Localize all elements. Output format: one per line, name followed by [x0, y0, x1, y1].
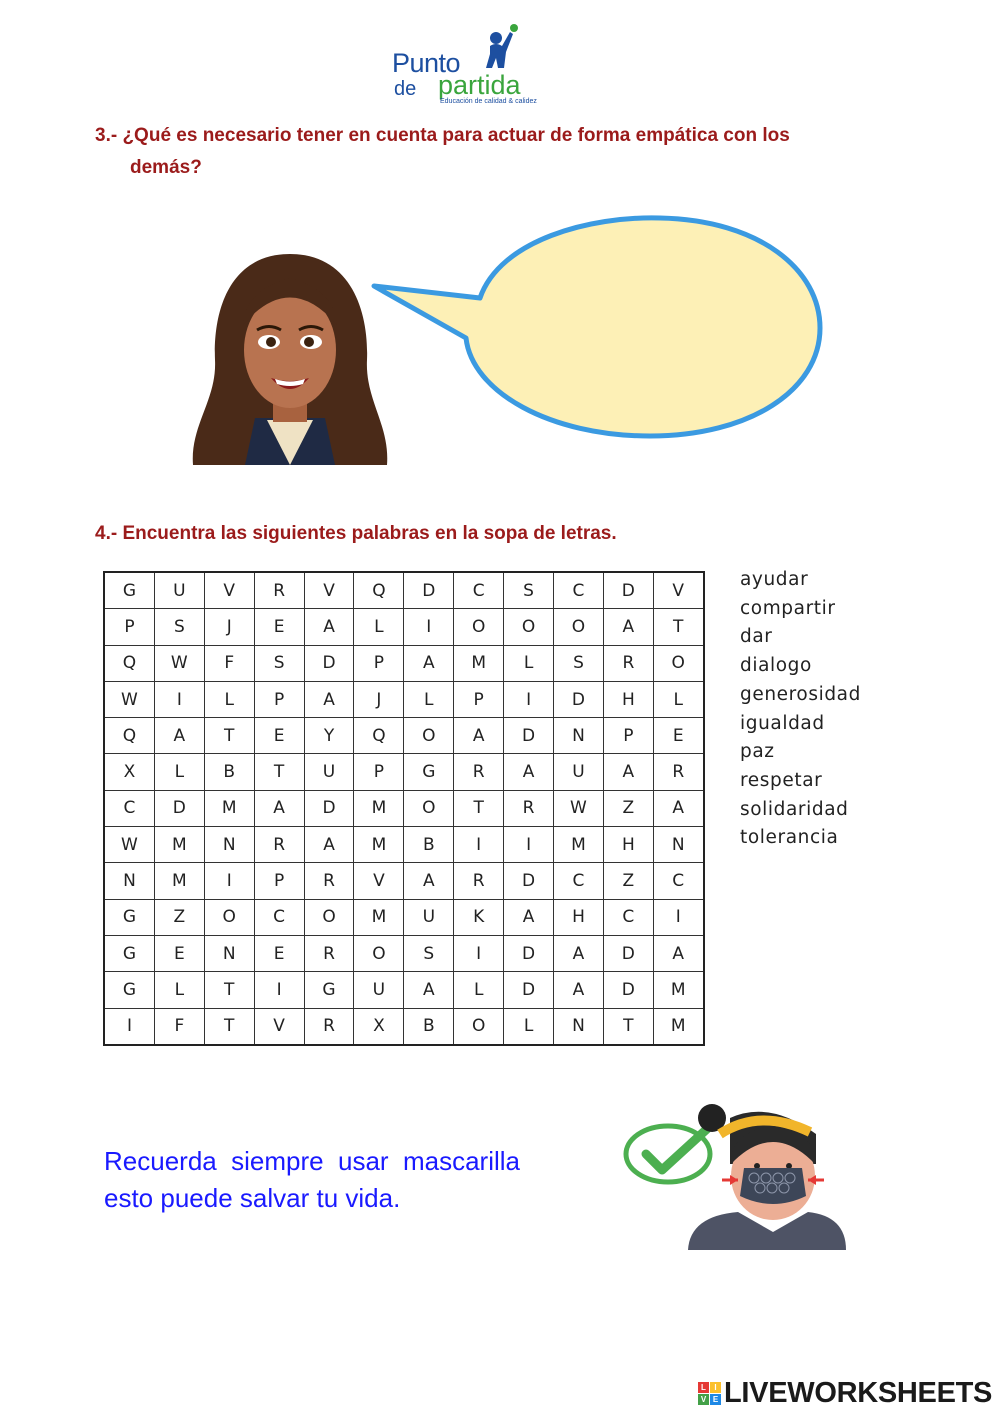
- grid-cell[interactable]: P: [454, 681, 504, 717]
- grid-cell[interactable]: C: [454, 572, 504, 609]
- grid-cell[interactable]: M: [454, 645, 504, 681]
- grid-cell[interactable]: R: [653, 754, 703, 790]
- check-mark-icon: [646, 1128, 708, 1170]
- grid-cell[interactable]: K: [454, 899, 504, 935]
- grid-cell[interactable]: S: [554, 645, 604, 681]
- grid-cell[interactable]: A: [653, 790, 703, 826]
- grid-row: [104, 681, 704, 717]
- grid-cell[interactable]: V: [254, 1008, 304, 1045]
- word-list-item: compartir: [740, 597, 836, 619]
- grid-cell[interactable]: O: [653, 645, 703, 681]
- grid-cell[interactable]: D: [554, 681, 604, 717]
- grid-cell[interactable]: E: [254, 935, 304, 971]
- grid-cell[interactable]: O: [354, 935, 404, 971]
- grid-cell[interactable]: E: [154, 935, 204, 971]
- grid-cell[interactable]: L: [404, 681, 454, 717]
- liveworksheets-logo-icon: [698, 1382, 721, 1405]
- grid-cell[interactable]: M: [653, 1008, 703, 1045]
- grid-cell[interactable]: A: [304, 681, 354, 717]
- grid-cell[interactable]: W: [104, 827, 154, 863]
- grid-cell[interactable]: N: [204, 935, 254, 971]
- grid-cell[interactable]: U: [404, 899, 454, 935]
- grid-cell[interactable]: G: [304, 972, 354, 1008]
- grid-cell[interactable]: I: [254, 972, 304, 1008]
- grid-cell[interactable]: O: [404, 790, 454, 826]
- grid-cell[interactable]: R: [254, 827, 304, 863]
- grid-cell[interactable]: P: [254, 863, 304, 899]
- grid-cell[interactable]: I: [104, 1008, 154, 1045]
- grid-cell[interactable]: H: [603, 681, 653, 717]
- grid-cell[interactable]: T: [653, 609, 703, 645]
- grid-cell[interactable]: O: [404, 718, 454, 754]
- logo-word-partida: partida: [438, 70, 521, 100]
- logo-word-punto: Punto: [392, 48, 461, 78]
- grid-cell[interactable]: I: [404, 609, 454, 645]
- grid-cell[interactable]: E: [254, 609, 304, 645]
- grid-cell[interactable]: V: [204, 572, 254, 609]
- grid-cell[interactable]: W: [554, 790, 604, 826]
- word-list-item: generosidad: [740, 683, 861, 705]
- grid-cell[interactable]: M: [653, 972, 703, 1008]
- grid-cell[interactable]: G: [404, 754, 454, 790]
- grid-cell[interactable]: G: [104, 899, 154, 935]
- grid-cell[interactable]: U: [154, 572, 204, 609]
- grid-row: [104, 718, 704, 754]
- grid-cell[interactable]: A: [454, 718, 504, 754]
- grid-cell[interactable]: B: [404, 1008, 454, 1045]
- grid-cell[interactable]: D: [504, 718, 554, 754]
- grid-cell[interactable]: T: [254, 754, 304, 790]
- word-list-item: paz: [740, 741, 775, 763]
- grid-cell[interactable]: D: [603, 572, 653, 609]
- face-mask-illustration: [620, 1104, 850, 1254]
- grid-cell[interactable]: S: [504, 572, 554, 609]
- grid-cell[interactable]: Q: [104, 718, 154, 754]
- grid-cell[interactable]: A: [404, 863, 454, 899]
- grid-cell[interactable]: M: [204, 790, 254, 826]
- badge-letter: E: [710, 1394, 721, 1405]
- grid-cell[interactable]: R: [454, 863, 504, 899]
- grid-row: [104, 754, 704, 790]
- grid-cell[interactable]: C: [254, 899, 304, 935]
- grid-cell[interactable]: R: [304, 935, 354, 971]
- grid-cell[interactable]: M: [354, 827, 404, 863]
- question-3-line-1: 3.- ¿Qué es necesario tener en cuenta para actuar de forma empática con los: [95, 125, 790, 146]
- grid-cell[interactable]: N: [104, 863, 154, 899]
- word-list-item: dialogo: [740, 655, 812, 677]
- grid-row: [104, 935, 704, 971]
- grid-cell[interactable]: A: [603, 609, 653, 645]
- grid-cell[interactable]: C: [603, 899, 653, 935]
- grid-cell[interactable]: A: [404, 645, 454, 681]
- grid-cell[interactable]: F: [204, 645, 254, 681]
- grid-cell[interactable]: E: [254, 718, 304, 754]
- grid-cell[interactable]: S: [154, 609, 204, 645]
- grid-cell[interactable]: R: [504, 790, 554, 826]
- grid-cell[interactable]: L: [504, 645, 554, 681]
- grid-row: [104, 899, 704, 935]
- grid-cell[interactable]: Q: [354, 572, 404, 609]
- grid-cell[interactable]: C: [653, 863, 703, 899]
- grid-cell[interactable]: A: [504, 899, 554, 935]
- grid-cell[interactable]: A: [554, 935, 604, 971]
- grid-cell[interactable]: L: [354, 609, 404, 645]
- grid-cell[interactable]: U: [304, 754, 354, 790]
- badge-letter: V: [698, 1394, 709, 1405]
- grid-cell[interactable]: L: [154, 754, 204, 790]
- punto-de-partida-logo: [388, 22, 563, 110]
- grid-cell[interactable]: D: [404, 572, 454, 609]
- grid-cell[interactable]: D: [603, 935, 653, 971]
- logo-word-de: de: [394, 78, 417, 100]
- grid-cell[interactable]: A: [254, 790, 304, 826]
- grid-cell[interactable]: T: [204, 972, 254, 1008]
- grid-cell[interactable]: D: [304, 645, 354, 681]
- grid-cell[interactable]: U: [354, 972, 404, 1008]
- grid-cell[interactable]: O: [454, 1008, 504, 1045]
- logo-tagline: Educación de calidad & calidez: [440, 98, 537, 105]
- mask-reminder-text: Recuerda siempre usar mascarilla esto puede salvar tu vida.: [104, 1146, 520, 1213]
- grid-cell[interactable]: G: [104, 972, 154, 1008]
- grid-cell[interactable]: A: [304, 827, 354, 863]
- grid-cell[interactable]: R: [304, 863, 354, 899]
- grid-cell[interactable]: Y: [304, 718, 354, 754]
- grid-cell[interactable]: D: [504, 972, 554, 1008]
- grid-cell[interactable]: T: [454, 790, 504, 826]
- grid-cell[interactable]: L: [653, 681, 703, 717]
- liveworksheets-brand: LIVEWORKSHEETS: [724, 1376, 993, 1409]
- grid-cell[interactable]: Z: [154, 899, 204, 935]
- grid-cell[interactable]: I: [204, 863, 254, 899]
- grid-cell[interactable]: L: [454, 972, 504, 1008]
- question-3-line-2: demás?: [130, 157, 202, 178]
- word-list-item: tolerancia: [740, 827, 839, 849]
- grid-cell[interactable]: B: [204, 754, 254, 790]
- grid-cell[interactable]: O: [554, 609, 604, 645]
- grid-cell[interactable]: Z: [603, 790, 653, 826]
- liveworksheets-footer: [698, 1376, 992, 1410]
- grid-cell[interactable]: L: [204, 681, 254, 717]
- grid-cell[interactable]: P: [354, 645, 404, 681]
- grid-cell[interactable]: A: [554, 972, 604, 1008]
- word-list-item: ayudar: [740, 569, 809, 590]
- grid-cell[interactable]: U: [554, 754, 604, 790]
- grid-cell[interactable]: N: [554, 718, 604, 754]
- grid-cell[interactable]: M: [354, 790, 404, 826]
- speech-bubble-answer-area[interactable]: [360, 210, 830, 445]
- grid-row: [104, 609, 704, 645]
- grid-cell[interactable]: I: [504, 827, 554, 863]
- grid-cell[interactable]: P: [104, 609, 154, 645]
- word-list-item: dar: [740, 626, 773, 648]
- grid-cell[interactable]: N: [653, 827, 703, 863]
- grid-cell[interactable]: D: [603, 972, 653, 1008]
- grid-cell[interactable]: L: [154, 972, 204, 1008]
- grid-cell[interactable]: E: [653, 718, 703, 754]
- grid-cell[interactable]: O: [204, 899, 254, 935]
- grid-cell[interactable]: M: [354, 899, 404, 935]
- grid-cell[interactable]: S: [254, 645, 304, 681]
- grid-row: [104, 863, 704, 899]
- grid-cell[interactable]: I: [154, 681, 204, 717]
- grid-cell[interactable]: N: [554, 1008, 604, 1045]
- grid-cell[interactable]: Z: [603, 863, 653, 899]
- word-list-item: solidaridad: [740, 798, 849, 820]
- grid-cell[interactable]: I: [504, 681, 554, 717]
- grid-cell[interactable]: R: [603, 645, 653, 681]
- grid-cell[interactable]: J: [204, 609, 254, 645]
- grid-cell[interactable]: A: [304, 609, 354, 645]
- grid-cell[interactable]: Q: [354, 718, 404, 754]
- word-search-grid[interactable]: [103, 571, 705, 1046]
- grid-cell[interactable]: A: [404, 972, 454, 1008]
- grid-cell[interactable]: N: [204, 827, 254, 863]
- grid-cell[interactable]: B: [404, 827, 454, 863]
- grid-cell[interactable]: R: [254, 572, 304, 609]
- grid-cell[interactable]: W: [154, 645, 204, 681]
- grid-row: [104, 645, 704, 681]
- word-list-item: respetar: [740, 769, 823, 791]
- grid-cell[interactable]: I: [454, 935, 504, 971]
- grid-cell[interactable]: L: [504, 1008, 554, 1045]
- grid-cell[interactable]: D: [154, 790, 204, 826]
- grid-cell[interactable]: M: [154, 863, 204, 899]
- grid-cell[interactable]: H: [603, 827, 653, 863]
- grid-cell[interactable]: G: [104, 572, 154, 609]
- grid-cell[interactable]: T: [603, 1008, 653, 1045]
- grid-row: [104, 1008, 704, 1045]
- grid-cell[interactable]: T: [204, 718, 254, 754]
- grid-row: [104, 572, 704, 609]
- grid-cell[interactable]: F: [154, 1008, 204, 1045]
- badge-letter: I: [710, 1382, 721, 1393]
- grid-cell[interactable]: V: [354, 863, 404, 899]
- grid-cell[interactable]: R: [304, 1008, 354, 1045]
- grid-cell[interactable]: A: [603, 754, 653, 790]
- grid-cell[interactable]: J: [354, 681, 404, 717]
- grid-cell[interactable]: V: [653, 572, 703, 609]
- grid-cell[interactable]: P: [603, 718, 653, 754]
- grid-cell[interactable]: C: [554, 863, 604, 899]
- grid-cell[interactable]: I: [653, 899, 703, 935]
- grid-cell[interactable]: S: [404, 935, 454, 971]
- grid-cell[interactable]: M: [154, 827, 204, 863]
- grid-cell[interactable]: A: [653, 935, 703, 971]
- grid-cell[interactable]: T: [204, 1008, 254, 1045]
- grid-row: [104, 790, 704, 826]
- grid-cell[interactable]: X: [104, 754, 154, 790]
- grid-cell[interactable]: P: [354, 754, 404, 790]
- word-list: [740, 566, 861, 853]
- question-4: 4.- Encuentra las siguientes palabras en la sopa de letras.: [95, 523, 617, 544]
- grid-row: [104, 972, 704, 1008]
- grid-cell[interactable]: V: [304, 572, 354, 609]
- grid-cell[interactable]: G: [104, 935, 154, 971]
- grid-row: [104, 827, 704, 863]
- grid-cell[interactable]: O: [454, 609, 504, 645]
- grid-cell[interactable]: Q: [104, 645, 154, 681]
- question-3: [95, 120, 875, 184]
- grid-cell[interactable]: D: [304, 790, 354, 826]
- word-list-item: igualdad: [740, 712, 825, 734]
- badge-letter: L: [698, 1382, 709, 1393]
- grid-cell[interactable]: P: [254, 681, 304, 717]
- grid-cell[interactable]: I: [454, 827, 504, 863]
- grid-cell[interactable]: C: [554, 572, 604, 609]
- grid-cell[interactable]: D: [504, 863, 554, 899]
- grid-cell[interactable]: A: [504, 754, 554, 790]
- grid-cell[interactable]: O: [304, 899, 354, 935]
- grid-cell[interactable]: O: [504, 609, 554, 645]
- grid-cell[interactable]: C: [104, 790, 154, 826]
- grid-cell[interactable]: A: [154, 718, 204, 754]
- grid-cell[interactable]: W: [104, 681, 154, 717]
- grid-cell[interactable]: X: [354, 1008, 404, 1045]
- grid-cell[interactable]: H: [554, 899, 604, 935]
- grid-cell[interactable]: M: [554, 827, 604, 863]
- grid-cell[interactable]: R: [454, 754, 504, 790]
- grid-cell[interactable]: D: [504, 935, 554, 971]
